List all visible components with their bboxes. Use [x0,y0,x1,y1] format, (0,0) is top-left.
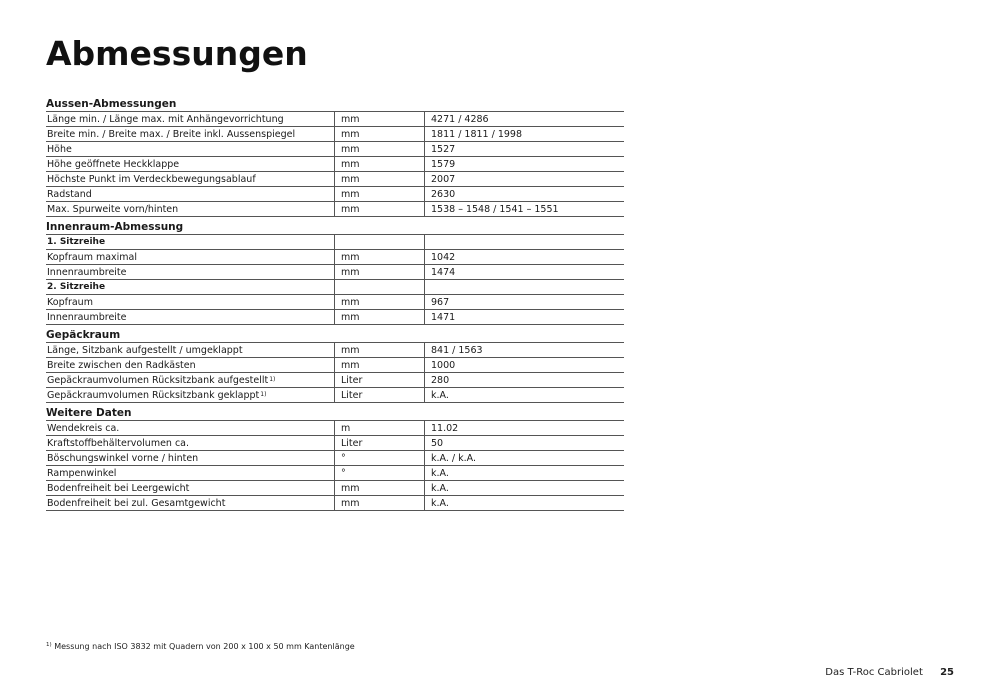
row-label-text: Böschungswinkel vorne / hinten [47,453,199,464]
row-unit: mm [335,358,425,373]
table-row [46,496,624,511]
row-label [46,421,335,436]
row-unit: Liter [335,436,425,451]
row-label [46,436,335,451]
row-label [46,157,335,172]
row-value: 2630 [425,187,625,202]
section-heading-row [46,217,624,235]
table-row [46,388,624,403]
footnote-text: Messung nach ISO 3832 mit Quadern von 200 x 100 x 50 mm Kantenlänge [54,642,355,651]
page-number: 25 [940,667,954,678]
row-label-text: Länge, Sitzbank aufgestellt / umgeklappt [47,345,243,356]
row-unit: ° [335,451,425,466]
table-row [46,343,624,358]
row-value: 1811 / 1811 / 1998 [425,127,625,142]
table-row [46,466,624,481]
row-label-text: Kopfraum [47,297,93,308]
row-value: 1474 [425,265,625,280]
row-unit [335,235,425,250]
table-row [46,451,624,466]
row-label [46,172,335,187]
row-unit [335,280,425,295]
row-unit: mm [335,295,425,310]
row-value: 1471 [425,310,625,325]
table-row [46,127,624,142]
section-heading-row [46,403,624,421]
row-label-text: Kraftstoffbehältervolumen ca. [47,438,190,449]
section-heading: Aussen-Abmessungen [46,98,624,112]
row-value: k.A. [425,388,625,403]
row-unit: Liter [335,373,425,388]
subsection-row [46,235,624,250]
row-value: 280 [425,373,625,388]
row-unit: ° [335,466,425,481]
subsection-row [46,280,624,295]
row-unit: mm [335,157,425,172]
table-row [46,373,624,388]
row-label [46,343,335,358]
table-row [46,172,624,187]
row-value: 11.02 [425,421,625,436]
row-label-text: Bodenfreiheit bei Leergewicht [47,483,190,494]
table-row [46,358,624,373]
row-value [425,280,625,295]
row-label [46,481,335,496]
row-label-text: Länge min. / Länge max. mit Anhängevorrichtung [47,114,284,125]
table-row [46,187,624,202]
row-unit: Liter [335,388,425,403]
row-value: 841 / 1563 [425,343,625,358]
row-label [46,373,335,388]
row-label-text: 1. Sitzreihe [47,237,106,247]
footnote-reference: 1) [269,376,276,383]
table-row [46,436,624,451]
table-row [46,142,624,157]
row-value: 1042 [425,250,625,265]
row-unit: mm [335,481,425,496]
row-unit: mm [335,127,425,142]
row-value: k.A. / k.A. [425,451,625,466]
table-row [46,421,624,436]
row-value: 4271 / 4286 [425,112,625,127]
row-value: k.A. [425,466,625,481]
row-label-text: Max. Spurweite vorn/hinten [47,204,179,215]
page-footer [825,667,954,678]
section-heading-row [46,325,624,343]
row-unit: mm [335,496,425,511]
row-label [46,496,335,511]
row-value: 967 [425,295,625,310]
section-heading: Gepäckraum [46,325,624,343]
row-label-text: Wendekreis ca. [47,423,120,434]
row-label-text: Radstand [47,189,92,200]
row-value [425,235,625,250]
specifications-table-body [46,98,624,511]
row-label [46,202,335,217]
table-row [46,250,624,265]
row-label-text: Höhe [47,144,72,155]
table-row [46,112,624,127]
subsection-label [46,280,335,295]
section-heading-row [46,98,624,112]
row-value: 1538 – 1548 / 1541 – 1551 [425,202,625,217]
row-label [46,265,335,280]
row-label [46,187,335,202]
specifications-table [46,98,624,511]
row-value: k.A. [425,496,625,511]
row-label-text: Höhe geöffnete Heckklappe [47,159,180,170]
row-unit: mm [335,250,425,265]
row-label [46,142,335,157]
section-heading: Innenraum-Abmessung [46,217,624,235]
row-label-text: Kopfraum maximal [47,252,138,263]
row-unit: mm [335,142,425,157]
row-label-text: Gepäckraumvolumen Rücksitzbank geklappt [47,390,260,401]
row-unit: mm [335,172,425,187]
row-value: k.A. [425,481,625,496]
table-row [46,295,624,310]
row-value: 50 [425,436,625,451]
row-label-text: Breite min. / Breite max. / Breite inkl. Aussenspiegel [47,129,296,140]
footnote-reference: 1) [260,391,267,398]
row-unit: mm [335,310,425,325]
row-label [46,388,335,403]
row-label [46,310,335,325]
row-unit: mm [335,187,425,202]
row-value: 1579 [425,157,625,172]
table-row [46,157,624,172]
row-unit: mm [335,202,425,217]
footnote-marker: 1) [46,642,52,648]
row-label-text: Rampenwinkel [47,468,117,479]
row-label [46,295,335,310]
row-value: 2007 [425,172,625,187]
row-label-text: Höchste Punkt im Verdeckbewegungsablauf [47,174,256,185]
page-title: Abmessungen [46,34,308,73]
row-label-text: Innenraumbreite [47,312,127,323]
section-heading: Weitere Daten [46,403,624,421]
table-row [46,310,624,325]
row-label-text: Bodenfreiheit bei zul. Gesamtgewicht [47,498,226,509]
row-unit: mm [335,265,425,280]
row-label [46,466,335,481]
row-label-text: 2. Sitzreihe [47,282,106,292]
footer-model-name: Das T-Roc Cabriolet [825,667,923,678]
table-row [46,481,624,496]
row-label [46,127,335,142]
row-value: 1527 [425,142,625,157]
row-unit: m [335,421,425,436]
row-label-text: Innenraumbreite [47,267,127,278]
row-value: 1000 [425,358,625,373]
row-label-text: Gepäckraumvolumen Rücksitzbank aufgestellt [47,375,269,386]
table-row [46,265,624,280]
row-label [46,451,335,466]
row-label [46,112,335,127]
row-label [46,250,335,265]
row-unit: mm [335,112,425,127]
row-label-text: Breite zwischen den Radkästen [47,360,196,371]
footnote [46,642,355,651]
table-row [46,202,624,217]
subsection-label [46,235,335,250]
row-unit: mm [335,343,425,358]
row-label [46,358,335,373]
